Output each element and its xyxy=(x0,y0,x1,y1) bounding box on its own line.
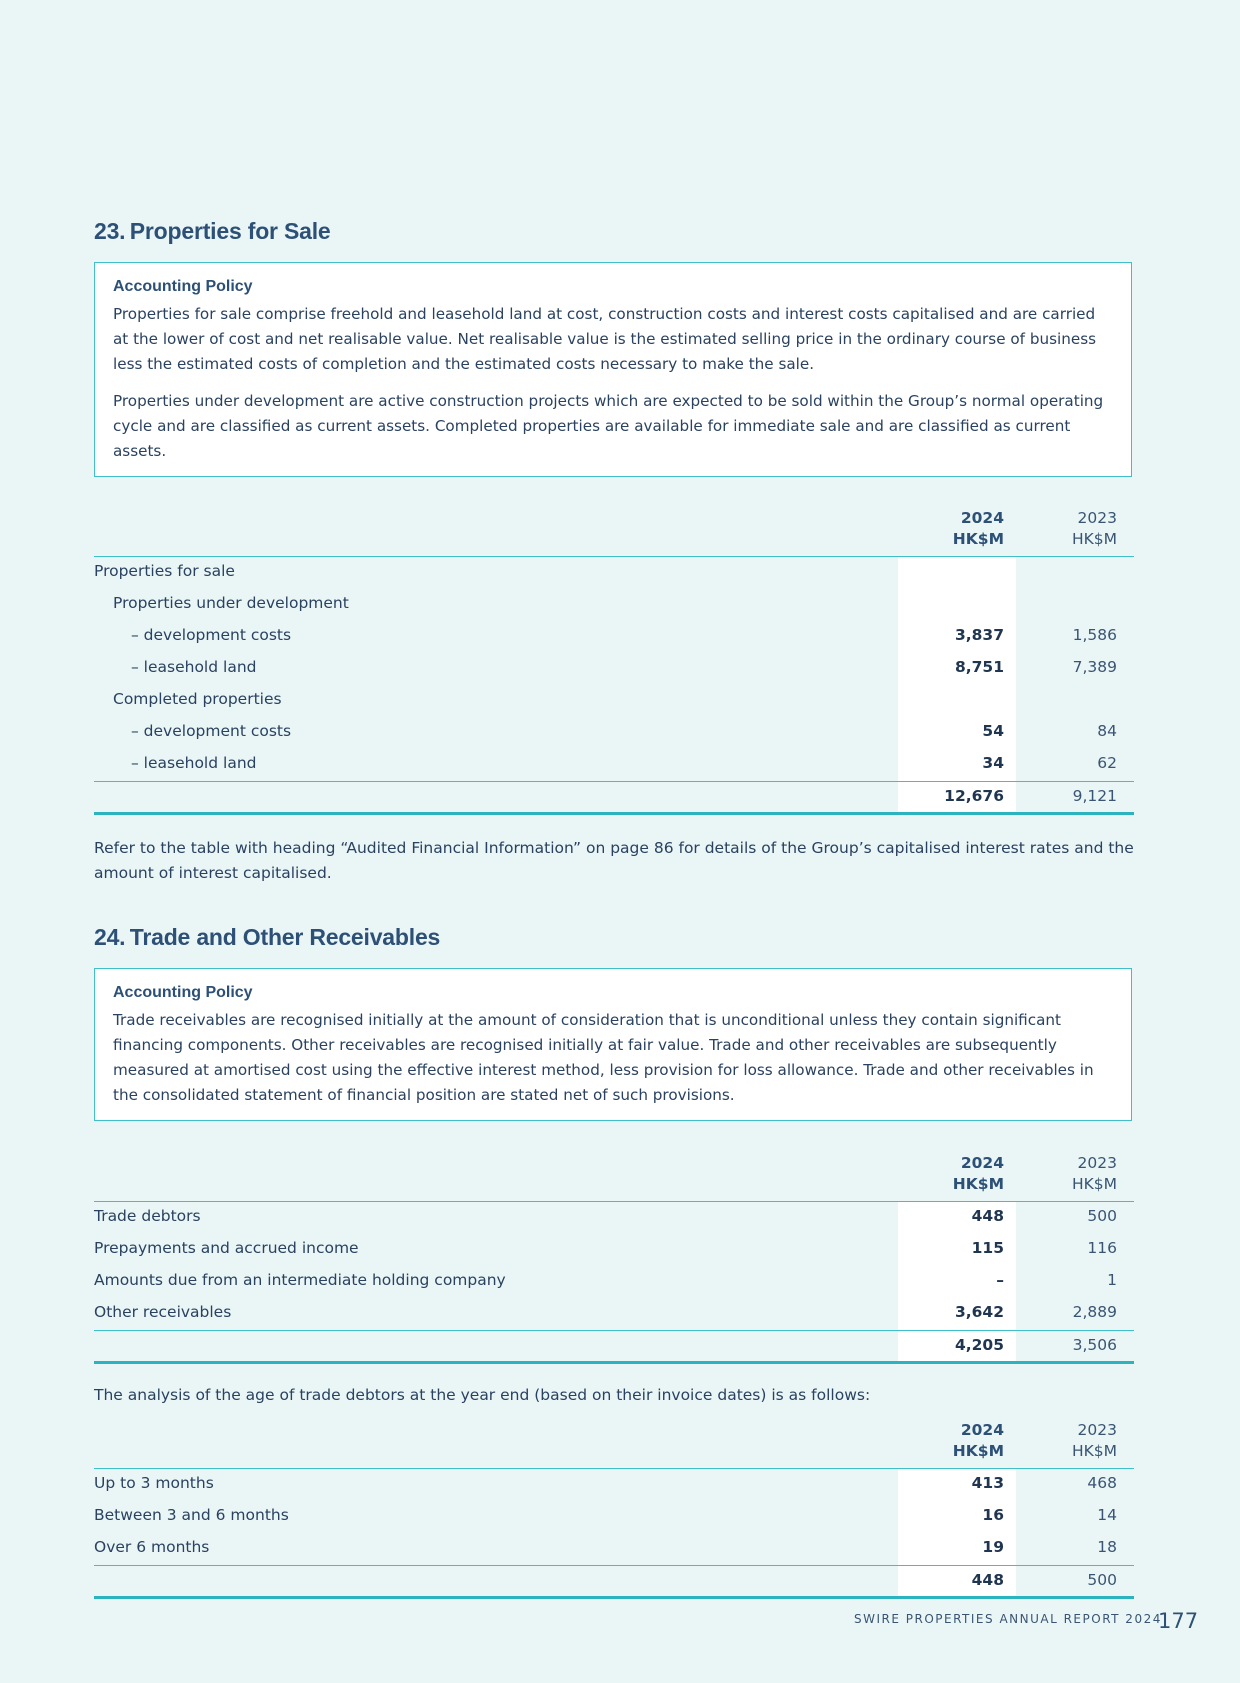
total-2024: 448 xyxy=(971,1571,1004,1589)
table-header xyxy=(94,1153,1134,1202)
table-header xyxy=(94,508,1134,557)
age-analysis-intro: The analysis of the age of trade debtors at the year end (based on their invoice dates) is as follows: xyxy=(94,1386,871,1404)
age-analysis-table xyxy=(94,1420,1134,1599)
value-2023: 18 xyxy=(1097,1538,1117,1556)
section-24-title: 24. Trade and Other Receivables xyxy=(94,924,441,950)
value-2024: – xyxy=(996,1271,1004,1289)
value-2023: 62 xyxy=(1097,754,1117,772)
section-23-title: 23. Properties for Sale xyxy=(94,218,331,244)
accounting-policy-box-24 xyxy=(94,968,1132,1121)
table-row xyxy=(94,653,1134,685)
value-2023: 500 xyxy=(1087,1207,1117,1225)
header-2023: 2023 HK$M xyxy=(1071,509,1117,548)
row-label: – development costs xyxy=(131,722,292,740)
row-label: Between 3 and 6 months xyxy=(94,1506,289,1524)
reference-note: Refer to the table with heading “Audited Financial Information” on page 86 for details of the Group’s capitalised interest rates and the amount of interest capitalised. xyxy=(94,839,1134,882)
value-2024: 448 xyxy=(971,1207,1004,1225)
table-row xyxy=(94,717,1134,749)
table-row xyxy=(94,1501,1134,1533)
table-row xyxy=(94,1202,1134,1234)
header-2024: 2024 HK$M xyxy=(952,1154,1004,1193)
row-label: – development costs xyxy=(131,626,292,644)
table-row xyxy=(94,1298,1134,1330)
table-row xyxy=(94,685,1134,717)
table-row xyxy=(94,589,1134,621)
row-label: Over 6 months xyxy=(94,1538,210,1556)
value-2024: 3,642 xyxy=(954,1303,1004,1321)
report-footer: SWIRE PROPERTIES ANNUAL REPORT 2024 xyxy=(854,1612,1162,1626)
table-row xyxy=(94,1234,1134,1266)
row-label: – leasehold land xyxy=(131,754,257,772)
table-header xyxy=(94,1420,1134,1469)
total-2024: 12,676 xyxy=(944,787,1004,805)
row-label: Properties for sale xyxy=(94,562,235,580)
total-2023: 3,506 xyxy=(1072,1336,1117,1354)
policy-paragraph: Properties for sale comprise freehold and leasehold land at cost, construction costs and interest costs capitalised and are carried at the lower of cost and net realisable value. Net realisable value is the estimated selling price in the ordinary course of business less the estimated costs of completion and the estimated costs necessary to make the sale. xyxy=(113,305,1097,373)
header-2023: 2023 HK$M xyxy=(1071,1154,1117,1193)
total-2024: 4,205 xyxy=(954,1336,1004,1354)
value-2023: 468 xyxy=(1087,1474,1117,1492)
header-2023: 2023 HK$M xyxy=(1071,1421,1117,1460)
policy-paragraph: Properties under development are active construction projects which are expected to be sold within the Group’s normal operating cycle and are classified as current assets. Completed properties are available for immediate sale and are classified as current assets. xyxy=(113,392,1104,460)
accounting-policy-box-23 xyxy=(94,262,1132,477)
row-label: Other receivables xyxy=(94,1303,232,1321)
row-label: Completed properties xyxy=(113,690,282,708)
row-label: Up to 3 months xyxy=(94,1474,214,1492)
value-2023: 7,389 xyxy=(1072,658,1117,676)
value-2023: 14 xyxy=(1097,1506,1117,1524)
table-row xyxy=(94,1533,1134,1565)
row-label: Prepayments and accrued income xyxy=(94,1239,359,1257)
value-2024: 19 xyxy=(982,1538,1004,1556)
table-row xyxy=(94,621,1134,653)
row-label: Trade debtors xyxy=(94,1207,201,1225)
row-label: Amounts due from an intermediate holding company xyxy=(94,1271,506,1289)
value-2024: 8,751 xyxy=(954,658,1004,676)
table-row xyxy=(94,557,1134,589)
total-2023: 500 xyxy=(1087,1571,1117,1589)
total-2023: 9,121 xyxy=(1072,787,1117,805)
value-2023: 2,889 xyxy=(1072,1303,1117,1321)
value-2023: 1,586 xyxy=(1072,626,1117,644)
total-row xyxy=(94,1565,1134,1599)
header-2024: 2024 HK$M xyxy=(952,509,1004,548)
policy-title: Accounting Policy xyxy=(113,984,253,1001)
properties-for-sale-table xyxy=(94,508,1134,815)
value-2023: 116 xyxy=(1087,1239,1117,1257)
value-2024: 16 xyxy=(982,1506,1004,1524)
policy-paragraph: Trade receivables are recognised initially at the amount of consideration that is unconditional unless they contain significant financing components. Other receivables are recognised initially at fair value. Trade and other receivables are subsequently measured at amortised cost using the effective interest method, less provision for loss allowance. Trade and other receivables in the consolidated statement of financial position are stated net of such provisions. xyxy=(113,1011,1094,1104)
policy-title: Accounting Policy xyxy=(113,278,253,295)
row-label: – leasehold land xyxy=(131,658,257,676)
value-2024: 413 xyxy=(971,1474,1004,1492)
table-row xyxy=(94,1469,1134,1501)
receivables-table xyxy=(94,1153,1134,1364)
page-number: 177 xyxy=(1158,1609,1199,1633)
value-2024: 115 xyxy=(971,1239,1004,1257)
total-row xyxy=(94,781,1134,815)
table-row xyxy=(94,749,1134,781)
value-2023: 84 xyxy=(1097,722,1117,740)
total-row xyxy=(94,1330,1134,1364)
header-2024: 2024 HK$M xyxy=(952,1421,1004,1460)
value-2024: 34 xyxy=(982,754,1004,772)
row-label: Properties under development xyxy=(113,594,349,612)
value-2024: 3,837 xyxy=(954,626,1004,644)
value-2023: 1 xyxy=(1107,1271,1117,1289)
table-row xyxy=(94,1266,1134,1298)
value-2024: 54 xyxy=(982,722,1004,740)
